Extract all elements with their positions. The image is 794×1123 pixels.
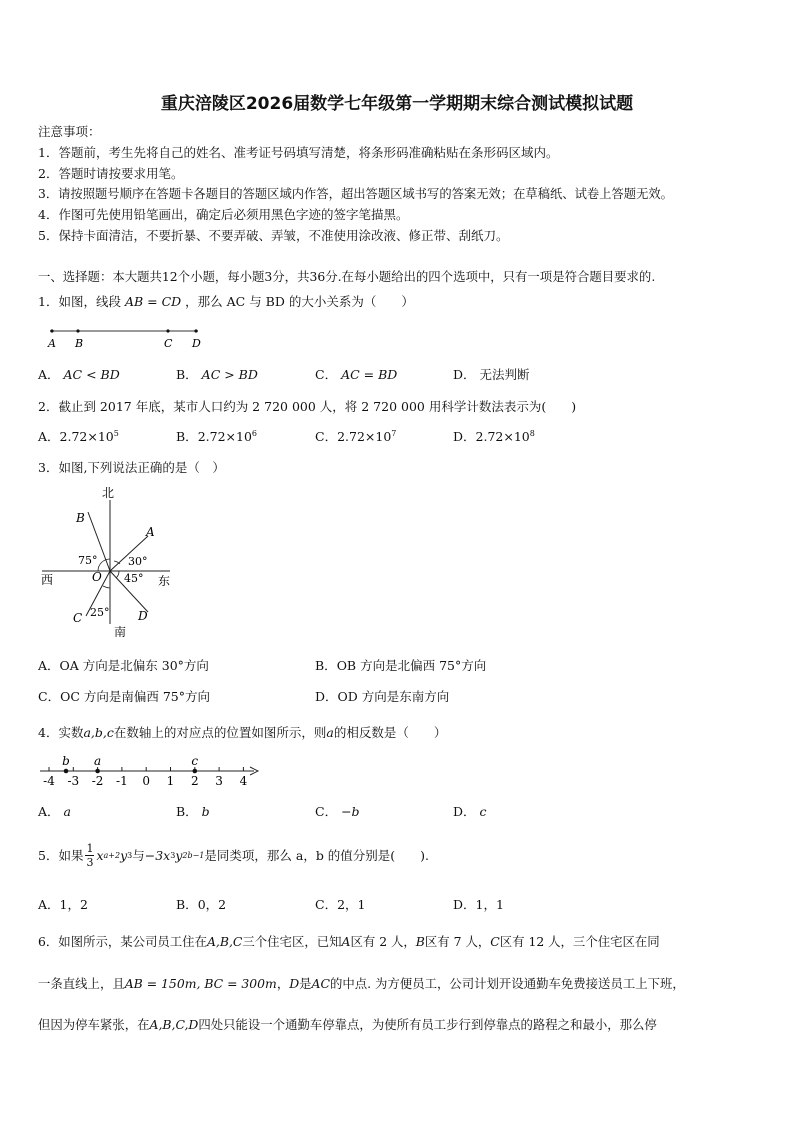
point-a-label: A bbox=[146, 525, 155, 539]
angle-arc-d bbox=[116, 571, 119, 578]
point-d-label: D bbox=[138, 609, 148, 623]
point-a-label: a bbox=[94, 754, 102, 768]
option-b[interactable] bbox=[315, 656, 486, 674]
option-label: D． bbox=[315, 689, 338, 704]
option-text: OD 方向是东南方向 bbox=[337, 689, 450, 704]
option-c[interactable] bbox=[315, 427, 396, 445]
tick-label: -2 bbox=[91, 774, 104, 788]
origin-label: O bbox=[92, 570, 102, 584]
option-text: 2，1 bbox=[337, 897, 366, 912]
point-c-dot bbox=[193, 769, 198, 774]
stem-text: ，那么 AC 与 BD 的大小关系为（ ） bbox=[185, 294, 414, 309]
option-exp: 6 bbox=[251, 428, 257, 438]
point-a-dot bbox=[95, 769, 100, 774]
option-label: B． bbox=[176, 429, 198, 444]
fraction-denominator: 3 bbox=[86, 855, 94, 869]
stem-text: 区有 7 人， bbox=[424, 934, 491, 949]
stem-text: 的相反数是（ ） bbox=[333, 725, 447, 740]
angle-arc-c bbox=[103, 586, 110, 588]
point-d-dot bbox=[194, 329, 197, 332]
option-label: D． bbox=[453, 367, 476, 382]
point-c-label: c bbox=[191, 754, 199, 768]
question-1-stem bbox=[38, 292, 414, 310]
option-label: B． bbox=[176, 367, 198, 382]
question-2-stem: 2．截止到 2017 年底，某市人口约为 2 720 000 人，将 2 720 000 用科学计数法表示为( ) bbox=[38, 399, 577, 414]
point-c-label: C bbox=[73, 611, 83, 625]
option-label: A． bbox=[38, 804, 60, 819]
tick-label: -3 bbox=[67, 774, 80, 788]
option-text: 1，2 bbox=[59, 897, 88, 912]
point-label: B bbox=[75, 337, 84, 350]
stem-math: A,B,C bbox=[206, 934, 243, 949]
angle-label-b: 75° bbox=[78, 554, 98, 567]
stem-exp: 3 bbox=[170, 850, 176, 860]
tick-label: 0 bbox=[142, 774, 151, 788]
angle-label-c: 25° bbox=[90, 606, 110, 619]
question-6-line-2 bbox=[38, 974, 685, 992]
option-c[interactable] bbox=[315, 365, 397, 383]
option-a[interactable] bbox=[38, 895, 88, 913]
option-text: 0，2 bbox=[197, 897, 227, 912]
option-text: 2.72×10 bbox=[475, 429, 530, 444]
direction-diagram bbox=[38, 484, 188, 644]
option-label: C． bbox=[315, 804, 338, 819]
point-b-label: b bbox=[62, 754, 70, 768]
segment-figure bbox=[40, 322, 215, 352]
stem-text: 四处只能设一个通勤车停靠点，为使所有员工步行到停靠点的路程之和最小，那么停 bbox=[198, 1017, 657, 1032]
point-a-dot bbox=[50, 329, 53, 332]
notice-item: 3．请按照题号顺序在答题卡各题目的答题区域内作答，超出答题区域书写的答案无效；在草稿纸、试卷上答题无效。 bbox=[38, 187, 673, 201]
point-label: A bbox=[48, 337, 56, 350]
option-text: 2.72×10 bbox=[337, 429, 392, 444]
option-d[interactable] bbox=[453, 802, 487, 820]
option-c[interactable] bbox=[315, 802, 360, 820]
option-label: D． bbox=[453, 429, 476, 444]
option-d[interactable] bbox=[453, 427, 535, 445]
notice-item: 1．答题前，考生先将自己的姓名、准考证号码填写清楚，将条形码准确粘贴在条形码区域内。 bbox=[38, 145, 559, 160]
fraction-numerator: 1 bbox=[86, 841, 94, 855]
option-c[interactable] bbox=[38, 687, 210, 705]
stem-math: B bbox=[415, 934, 425, 949]
option-label: B． bbox=[176, 897, 198, 912]
stem-math: y bbox=[120, 847, 128, 863]
option-a[interactable] bbox=[38, 656, 209, 674]
notice-item: 5．保持卡面清洁，不要折暴、不要弄破、弄皱，不准使用涂改液、修正带、刮纸刀。 bbox=[38, 228, 509, 243]
point-b-label: B bbox=[76, 511, 85, 525]
stem-exp: a+2 bbox=[103, 850, 121, 860]
notice-item: 2．答题时请按要求用笔。 bbox=[38, 166, 184, 181]
option-exp: 7 bbox=[391, 428, 397, 438]
stem-text: 5．如果 bbox=[38, 848, 84, 863]
option-exp: 8 bbox=[529, 428, 535, 438]
tick-label: -4 bbox=[43, 774, 55, 788]
stem-math: a bbox=[326, 725, 334, 740]
option-math: −b bbox=[341, 804, 360, 819]
option-text: 1，1 bbox=[475, 897, 504, 912]
option-text: 无法判断 bbox=[479, 367, 530, 382]
stem-math: AB = 150m, BC = 300m bbox=[124, 976, 277, 991]
option-a[interactable] bbox=[38, 365, 120, 383]
stem-text: 是同类项，那么 a，b 的值分别是( ). bbox=[204, 848, 430, 863]
option-math: AC = BD bbox=[341, 367, 398, 382]
tick-label: 2 bbox=[190, 774, 199, 788]
option-b[interactable] bbox=[176, 365, 258, 383]
stem-math: C bbox=[490, 934, 500, 949]
stem-text: 1．如图，线段 bbox=[38, 294, 121, 309]
stem-math: A,B,C,D bbox=[149, 1017, 199, 1032]
east-label: 东 bbox=[158, 574, 171, 588]
section-heading: 一、选择题：本大题共12个小题，每小题3分，共36分.在每小题给出的四个选项中，只有一项是符合题目要求的. bbox=[38, 269, 656, 284]
option-d[interactable] bbox=[315, 687, 449, 705]
stem-text: 区有 2 人， bbox=[350, 934, 416, 949]
stem-text: 区有 12 人，三个住宅区在同 bbox=[499, 934, 660, 949]
notice-heading: 注意事项： bbox=[38, 124, 101, 139]
option-text: 2.72×10 bbox=[59, 429, 114, 444]
stem-exp: 3 bbox=[127, 850, 133, 860]
question-3-stem: 3．如图,下列说法正确的是（ ） bbox=[38, 460, 225, 475]
option-a[interactable] bbox=[38, 802, 71, 820]
tick-label: 3 bbox=[215, 774, 223, 788]
option-label: A． bbox=[38, 897, 60, 912]
option-label: A． bbox=[38, 658, 60, 673]
stem-math: x bbox=[96, 847, 104, 863]
option-b[interactable] bbox=[176, 895, 226, 913]
stem-math: A bbox=[341, 934, 351, 949]
stem-text: 是 bbox=[299, 976, 312, 991]
notice-item: 4．作图可先使用铅笔画出，确定后必须用黑色字迹的签字笔描黑。 bbox=[38, 207, 409, 222]
option-b[interactable] bbox=[176, 802, 210, 820]
option-label: B． bbox=[176, 804, 198, 819]
option-text: OA 方向是北偏东 30°方向 bbox=[59, 658, 209, 673]
option-b[interactable] bbox=[176, 427, 257, 445]
stem-text: ， bbox=[276, 976, 290, 991]
option-math: b bbox=[201, 804, 210, 819]
option-label: C． bbox=[315, 897, 338, 912]
question-6-line-1 bbox=[38, 932, 660, 950]
fraction bbox=[85, 842, 94, 869]
option-label: C． bbox=[38, 689, 61, 704]
stem-text: 与 bbox=[132, 848, 145, 863]
stem-math: AB = CD bbox=[124, 294, 182, 309]
angle-label-a: 30° bbox=[128, 555, 148, 568]
point-b-dot bbox=[76, 329, 79, 332]
stem-text: 6．如图所示，某公司员工住在 bbox=[38, 934, 207, 949]
point-label: C bbox=[164, 337, 173, 350]
option-math: AC > BD bbox=[201, 367, 258, 382]
option-d[interactable] bbox=[453, 895, 504, 913]
west-label: 西 bbox=[41, 573, 54, 587]
option-label: B． bbox=[315, 658, 337, 673]
point-b-dot bbox=[64, 769, 69, 774]
stem-text: 在数轴上的对应点的位置如图所示，则 bbox=[113, 725, 327, 740]
option-label: A． bbox=[38, 429, 60, 444]
tick-label: 1 bbox=[166, 774, 175, 788]
page-title: 重庆涪陵区2026届数学七年级第一学期期末综合测试模拟试题 bbox=[160, 94, 634, 114]
stem-text: 4．实数 bbox=[38, 725, 84, 740]
question-5-stem bbox=[38, 836, 429, 874]
option-label: C． bbox=[315, 367, 338, 382]
question-4-stem bbox=[38, 723, 446, 741]
question-6-line-3 bbox=[38, 1015, 657, 1033]
stem-text: 但因为停车紧张，在 bbox=[38, 1017, 150, 1032]
option-d[interactable] bbox=[453, 365, 530, 383]
option-c[interactable] bbox=[315, 895, 365, 913]
option-label: A． bbox=[38, 367, 60, 382]
stem-math: y bbox=[175, 847, 183, 863]
option-math: a bbox=[63, 804, 71, 819]
option-text: OB 方向是北偏西 75°方向 bbox=[336, 658, 487, 673]
tick-label: -1 bbox=[116, 774, 128, 788]
stem-math: a,b,c bbox=[83, 725, 114, 740]
north-label: 北 bbox=[102, 486, 115, 500]
option-text: 2.72×10 bbox=[197, 429, 252, 444]
option-exp: 5 bbox=[113, 428, 119, 438]
option-text: OC 方向是南偏西 75°方向 bbox=[60, 689, 210, 704]
option-a[interactable] bbox=[38, 427, 119, 445]
stem-math: AC bbox=[311, 976, 330, 991]
angle-label-d: 45° bbox=[124, 572, 144, 585]
south-label: 南 bbox=[114, 625, 127, 639]
stem-text: 三个住宅区，已知 bbox=[242, 934, 342, 949]
point-label: D bbox=[192, 337, 201, 350]
option-label: D． bbox=[453, 897, 476, 912]
stem-exp: 2b−1 bbox=[182, 850, 205, 860]
tick-label: 4 bbox=[239, 774, 248, 788]
option-label: C． bbox=[315, 429, 338, 444]
number-line-figure bbox=[36, 752, 266, 790]
stem-text: 的中点. 为方便员工，公司计划开设通勤车免费接送员工上下班， bbox=[329, 976, 685, 991]
stem-math: D bbox=[289, 976, 300, 991]
stem-math: −3x bbox=[144, 847, 171, 863]
option-math: c bbox=[479, 804, 487, 819]
point-c-dot bbox=[166, 329, 169, 332]
option-math: AC < BD bbox=[63, 367, 120, 382]
option-label: D． bbox=[453, 804, 476, 819]
stem-text: 一条直线上，且 bbox=[38, 976, 125, 991]
